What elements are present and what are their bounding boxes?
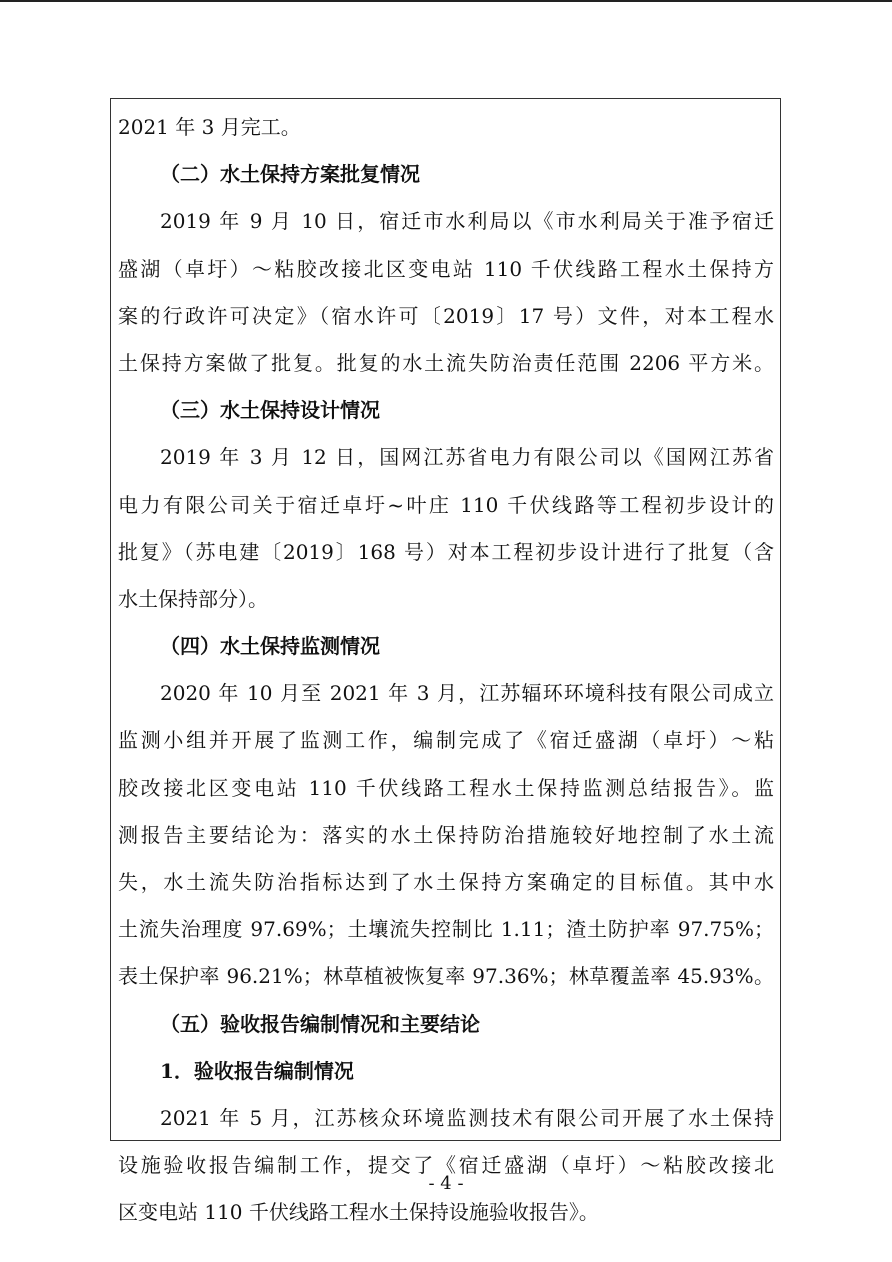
text-line: 2020 年 10 月至 2021 年 3 月，江苏辐环环境科技有限公司成立 [160,681,774,706]
text-line: 区变电站 110 千伏线路工程水土保持设施验收报告》。 [118,1200,599,1225]
page-number: - 4 - [428,1173,464,1194]
text-line: 监测小组并开展了监测工作，编制完成了《宿迁盛湖（卓圩）～粘 [118,728,774,753]
section-heading-5: （五）验收报告编制情况和主要结论 [160,1011,480,1036]
section-heading-4: （四）水土保持监测情况 [160,634,380,659]
text-line: 2019 年 9 月 10 日，宿迁市水利局以《市水利局关于准予宿迁 [160,209,774,234]
text-line: 盛湖（卓圩）～粘胶改接北区变电站 110 千伏线路工程水土保持方 [118,256,774,281]
text-line: 测报告主要结论为：落实的水土保持防治措施较好地控制了水土流 [118,822,774,847]
text-line: 设施验收报告编制工作，提交了《宿迁盛湖（卓圩）～粘胶改接北 [118,1153,774,1178]
text-line: 失，水土流失防治指标达到了水土保持方案确定的目标值。其中水 [118,870,774,894]
text-line: 2019 年 3 月 12 日，国网江苏省电力有限公司以《国网江苏省 [160,445,774,470]
text-line: 批复》（苏电建〔2019〕168 号）对本工程初步设计进行了批复（含 [118,539,774,564]
top-rule [0,0,892,2]
text-line: 胶改接北区变电站 110 千伏线路工程水土保持监测总结报告》。监 [118,775,774,800]
text-line: 2021 年 3 月完工。 [118,115,301,139]
text-line: 表土保护率 96.21%；林草植被恢复率 97.36%；林草覆盖率 45.93%。 [118,964,774,989]
section-heading-2: （二）水土保持方案批复情况 [160,162,420,187]
text-line: 电力有限公司关于宿迁卓圩~叶庄 110 千伏线路等工程初步设计的 [118,492,774,517]
text-line: 土保持方案做了批复。批复的水土流失防治责任范围 2206 平方米。 [118,350,774,375]
text-line: 土流失治理度 97.69%；土壤流失控制比 1.11；渣土防护率 97.75%； [118,917,774,942]
subsection-heading-1: 1．验收报告编制情况 [160,1058,354,1083]
text-line: 案的行政许可决定》（宿水许可〔2019〕17 号）文件，对本工程水 [118,303,774,328]
text-line: 水土保持部分）。 [118,586,268,611]
document-body [118,104,774,1237]
text-line: 2021 年 5 月，江苏核众环境监测技术有限公司开展了水土保持 [160,1105,774,1130]
section-heading-3: （三）水土保持设计情况 [160,398,380,423]
